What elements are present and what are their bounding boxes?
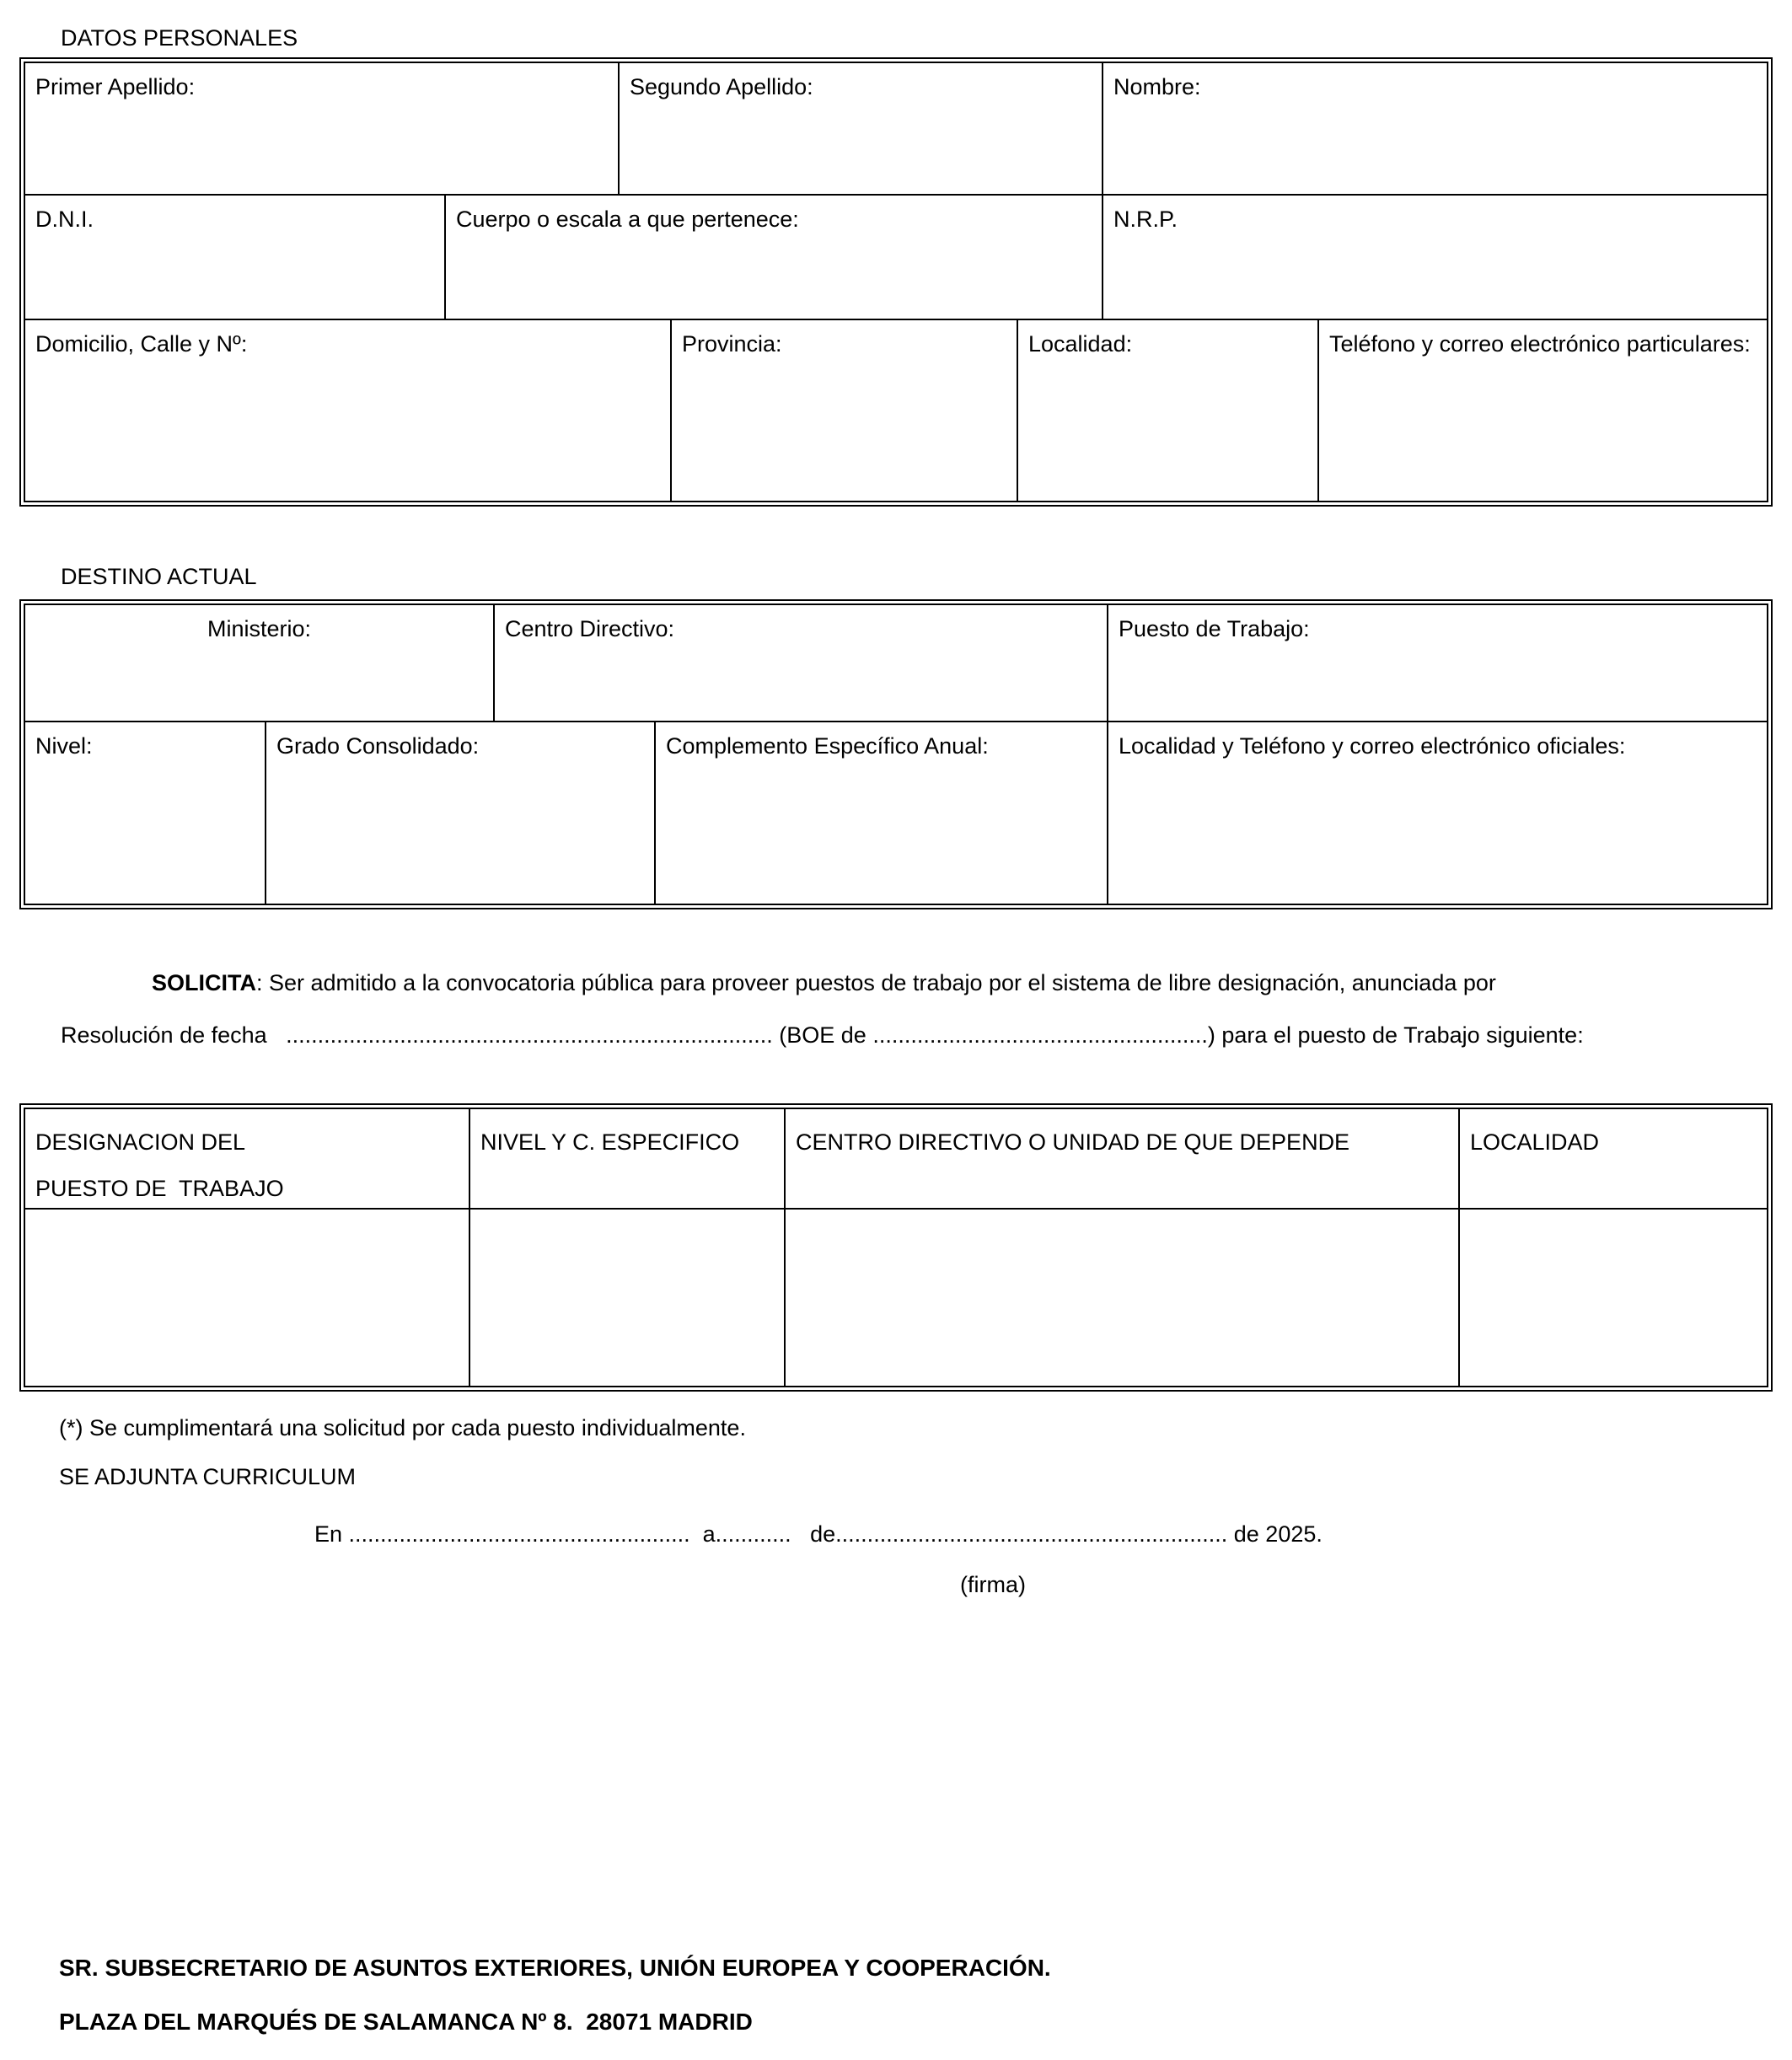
field-label-domicilio: Domicilio, Calle y Nº: xyxy=(35,331,248,357)
puesto-solicitado-table xyxy=(19,1103,1773,1392)
section-title-destino-actual: DESTINO ACTUAL xyxy=(61,564,257,589)
header-localidad: LOCALIDAD xyxy=(1458,1109,1767,1208)
field-label-complemento-especifico: Complemento Específico Anual: xyxy=(666,733,989,759)
field-label-nombre: Nombre: xyxy=(1113,74,1201,99)
field-label-dni: D.N.I. xyxy=(35,207,94,232)
input-localidad[interactable] xyxy=(1458,1210,1767,1386)
table-row xyxy=(25,605,1767,721)
field-label-ministerio: Ministerio: xyxy=(207,616,312,641)
input-centro-directivo-depende[interactable] xyxy=(784,1210,1458,1386)
field-segundo-apellido[interactable] xyxy=(618,63,1102,194)
table-body-row xyxy=(25,1208,1767,1386)
table-row xyxy=(25,63,1767,194)
field-grado-consolidado[interactable] xyxy=(265,722,654,904)
solicita-line-1 xyxy=(152,957,1773,1009)
header-designacion-line1: DESIGNACION DEL xyxy=(35,1129,246,1155)
input-nivel-especifico[interactable] xyxy=(469,1210,784,1386)
field-label-localidad: Localidad: xyxy=(1028,331,1133,357)
field-label-nivel: Nivel: xyxy=(35,733,93,759)
fecha-fill-line: En ...................................................... a............ de.............................................................. de 2025. xyxy=(314,1521,1323,1547)
field-ministerio[interactable] xyxy=(25,605,493,721)
note-una-solicitud: (*) Se cumplimentará una solicitud por cada puesto individualmente. xyxy=(59,1415,746,1440)
table-header-row xyxy=(25,1109,1767,1208)
field-label-telefono-particular: Teléfono y correo electrónico particulares: xyxy=(1329,331,1751,357)
field-complemento-especifico[interactable] xyxy=(654,722,1107,904)
footer-destinatario: SR. SUBSECRETARIO DE ASUNTOS EXTERIORES, UNIÓN EUROPEA Y COOPERACIÓN. xyxy=(59,1955,1051,1981)
field-label-cuerpo-escala: Cuerpo o escala a que pertenece: xyxy=(456,207,799,232)
field-label-localidad-oficial: Localidad y Teléfono y correo electrónico oficiales: xyxy=(1119,733,1626,759)
field-domicilio[interactable] xyxy=(25,320,670,501)
section-title-datos-personales: DATOS PERSONALES xyxy=(61,25,298,51)
firma-label: (firma) xyxy=(960,1572,1026,1597)
table-row xyxy=(25,721,1767,904)
field-label-nrp: N.R.P. xyxy=(1113,207,1178,232)
field-nombre[interactable] xyxy=(1102,63,1767,194)
datos-personales-table xyxy=(19,57,1773,507)
field-label-puesto-trabajo: Puesto de Trabajo: xyxy=(1119,616,1310,641)
footer-direccion: PLAZA DEL MARQUÉS DE SALAMANCA Nº 8. 28071 MADRID xyxy=(59,2009,753,2035)
field-localidad[interactable] xyxy=(1017,320,1317,501)
field-dni[interactable] xyxy=(25,196,444,319)
header-designacion-puesto xyxy=(25,1109,469,1208)
solicita-line1-text: : Ser admitido a la convocatoria pública para proveer puestos de trabajo por el sistema de libre designación, anunciada por xyxy=(256,970,1496,995)
field-provincia[interactable] xyxy=(670,320,1017,501)
field-localidad-oficial[interactable] xyxy=(1107,722,1767,904)
field-label-primer-apellido: Primer Apellido: xyxy=(35,74,196,99)
field-telefono-particular[interactable] xyxy=(1317,320,1767,501)
field-nrp[interactable] xyxy=(1102,196,1767,319)
destino-actual-table xyxy=(19,599,1773,909)
solicita-paragraph xyxy=(19,957,1773,1061)
table-row xyxy=(25,194,1767,319)
header-centro-directivo-depende: CENTRO DIRECTIVO O UNIDAD DE QUE DEPENDE xyxy=(784,1109,1458,1208)
table-row xyxy=(25,319,1767,501)
solicita-line-2: Resolución de fecha ............................................................................. (BOE de .....................................................) para el puesto de Trabajo siguiente: xyxy=(61,1022,1584,1048)
solicita-keyword: SOLICITA xyxy=(152,970,256,995)
input-designacion-puesto[interactable] xyxy=(25,1210,469,1386)
note-adjunta-curriculum: SE ADJUNTA CURRICULUM xyxy=(59,1464,357,1489)
field-label-segundo-apellido: Segundo Apellido: xyxy=(630,74,813,99)
field-label-centro-directivo: Centro Directivo: xyxy=(505,616,675,641)
header-designacion-line2: PUESTO DE TRABAJO xyxy=(35,1176,284,1201)
field-label-grado-consolidado: Grado Consolidado: xyxy=(276,733,480,759)
field-nivel[interactable] xyxy=(25,722,265,904)
field-label-provincia: Provincia: xyxy=(682,331,782,357)
header-nivel-especifico: NIVEL Y C. ESPECIFICO xyxy=(469,1109,784,1208)
field-primer-apellido[interactable] xyxy=(25,63,618,194)
field-cuerpo-escala[interactable] xyxy=(444,196,1102,319)
field-centro-directivo[interactable] xyxy=(493,605,1107,721)
field-puesto-trabajo[interactable] xyxy=(1107,605,1767,721)
